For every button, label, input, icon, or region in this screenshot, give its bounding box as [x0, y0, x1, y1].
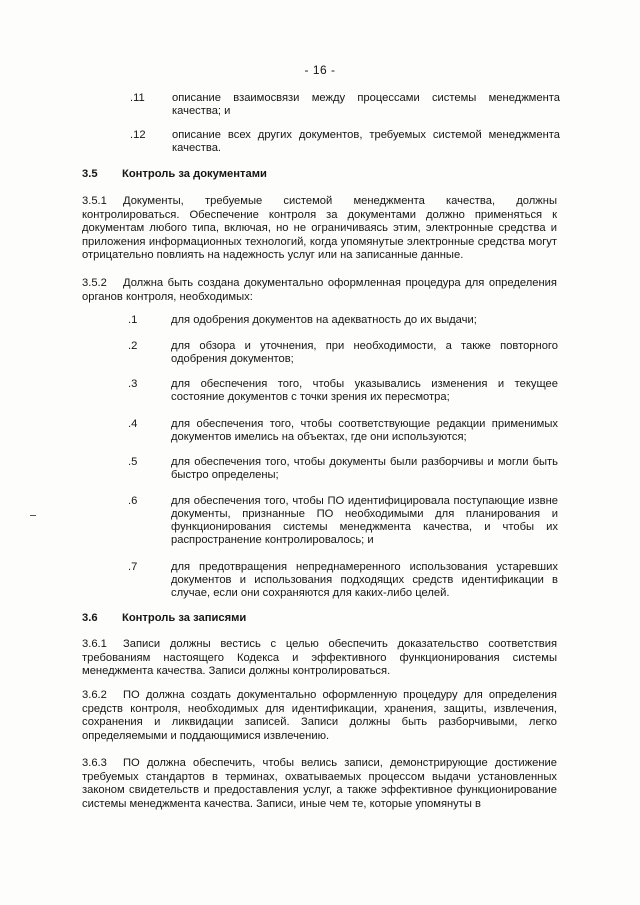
- margin-mark: [30, 515, 36, 516]
- list-item: [130, 92, 560, 122]
- section-heading: [82, 612, 482, 626]
- list-item-number: .3: [128, 378, 138, 390]
- list-item: [128, 314, 558, 328]
- paragraph-text: ПО должна обеспечить, чтобы велись записи, демонстрирующие достижение требуемых стандартов в терминах, охватываемых процессом выдачи установленных законом свидетельств и предоставления услуг, а также эффективное функционирование системы менеджмента качества. Записи, иные чем те, которые упомянуты в: [82, 757, 557, 810]
- list-item-number: .4: [128, 418, 138, 430]
- list-item-text: для обеспечения того, чтобы соответствующие редакции применимых документов имелись на объектах, где они используются;: [171, 418, 558, 443]
- paragraph-number: 3.6.2: [82, 689, 107, 701]
- paragraph-number: 3.6.3: [82, 757, 107, 769]
- list-item-number: .5: [128, 456, 138, 468]
- list-item-text: для обзора и уточнения, при необходимости, а также повторного одобрения документов;: [171, 340, 558, 365]
- paragraph-number: 3.6.1: [82, 638, 107, 650]
- section-number: 3.6: [82, 612, 98, 624]
- list-item: [128, 340, 558, 368]
- list-item: [128, 418, 558, 446]
- paragraph: [82, 757, 557, 811]
- paragraph-text: Документы, требуемые системой менеджмента качества, должны контролироваться. Обеспечение контроля за документами должно применяться к документам любого типа, включая, но не ограничиваясь этим, электронные средства и приложения информационных технологий, когда упомянутые электронные средства могут отрицательно повлиять на надежность услуг или на записанные данные.: [82, 195, 557, 261]
- paragraph: [82, 195, 557, 263]
- section-title: Контроль за записями: [122, 612, 247, 624]
- list-item-number: .6: [128, 495, 138, 507]
- list-item-text: для обеспечения того, чтобы документы были разборчивы и могли быть быстро определены;: [171, 456, 558, 481]
- section-heading: [82, 168, 482, 182]
- list-item-number: .1: [128, 314, 138, 326]
- list-item-text: описание взаимосвязи между процессами системы менеджмента качества; и: [172, 92, 560, 117]
- list-item-text: описание всех других документов, требуемых системой менеджмента качества.: [172, 129, 560, 154]
- paragraph-number: 3.5.2: [82, 277, 107, 289]
- list-item-number: .11: [130, 92, 145, 104]
- list-item: [128, 378, 558, 406]
- section-title: Контроль за документами: [122, 168, 267, 180]
- list-item-text: для обеспечения того, чтобы ПО идентифицировала поступающие извне документы, признанные ПО необходимыми для планирования и функционирования системы менеджмента качества, и чтобы их распространение контролировалось; и: [171, 495, 558, 546]
- paragraph-text: ПО должна создать документально оформленную процедуру для определения средств контроля, необходимых для идентификации, хранения, защиты, извлечения, сохранения и ликвидации записей. Записи должны быть разборчивыми, легко определяемыми и поддающимися извлечению.: [82, 689, 557, 742]
- list-item-text: для одобрения документов на адекватность до их выдачи;: [171, 314, 477, 326]
- list-item-number: .7: [128, 561, 138, 573]
- paragraph-text: Записи должны вестись с целью обеспечить доказательство соответствия требованиям настоящего Кодекса и эффективного функционирования системы менеджмента качества. Записи должны контролироваться.: [82, 638, 557, 677]
- page-number: - 16 -: [304, 63, 336, 77]
- paragraph-text: Должна быть создана документально оформленная процедура для определения органов контроля, необходимых:: [82, 277, 557, 303]
- list-item-number: .12: [130, 129, 146, 141]
- list-item: [130, 129, 560, 159]
- list-item: [128, 456, 558, 484]
- paragraph: [82, 638, 557, 679]
- list-item-text: для обеспечения того, чтобы указывались изменения и текущее состояние документов с точки зрения их пересмотра;: [171, 378, 558, 403]
- paragraph: [82, 277, 557, 304]
- list-item-text: для предотвращения непреднамеренного использования устаревших документов и использования подходящих средств идентификации в случае, если они сохраняются для каких-либо целей.: [171, 561, 558, 599]
- list-item: [128, 561, 558, 603]
- paragraph: [82, 689, 557, 743]
- list-item: [128, 495, 558, 551]
- paragraph-number: 3.5.1: [82, 195, 107, 207]
- list-item-number: .2: [128, 340, 138, 352]
- section-number: 3.5: [82, 168, 98, 180]
